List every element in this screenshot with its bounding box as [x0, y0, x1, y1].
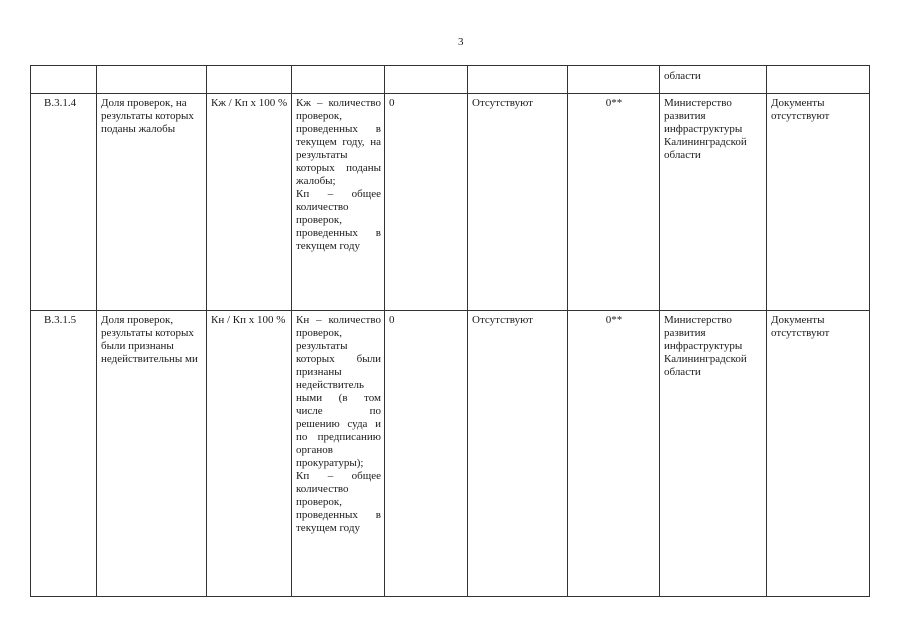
page-number: 3 — [458, 36, 464, 48]
documents-cell: Документы отсутствуют — [767, 94, 870, 311]
indicator-name: Доля проверок, на результаты которых поданы жалобы — [97, 94, 207, 311]
baseline-value: 0 — [385, 94, 468, 311]
definition-denominator: Кп – общее количество проверок, проведенных в текущем году — [296, 188, 381, 252]
indicator-formula: Кн / Кп х 100 % — [207, 311, 292, 597]
formula-definitions — [292, 311, 385, 597]
cell-empty — [292, 66, 385, 94]
cell-empty — [207, 66, 292, 94]
cell-empty — [385, 66, 468, 94]
responsible-cell: Министерство развития инфраструктуры Калининградской области — [660, 311, 767, 597]
table-row — [31, 311, 870, 597]
responsible-cell: Министерство развития инфраструктуры Калининградской области — [660, 94, 767, 311]
baseline-value: 0 — [385, 311, 468, 597]
target-value: 0** — [568, 94, 660, 311]
status-text: Отсутствуют — [468, 311, 568, 597]
cell-empty — [568, 66, 660, 94]
indicator-code: В.3.1.5 — [31, 311, 97, 597]
indicator-code: В.3.1.4 — [31, 94, 97, 311]
cell-empty — [767, 66, 870, 94]
target-value: 0** — [568, 311, 660, 597]
responsible-cell: области — [660, 66, 767, 94]
cell-empty — [31, 66, 97, 94]
table-row — [31, 94, 870, 311]
status-text: Отсутствуют — [468, 94, 568, 311]
cell-empty — [468, 66, 568, 94]
indicator-formula: Кж / Кп х 100 % — [207, 94, 292, 311]
documents-cell: Документы отсутствуют — [767, 311, 870, 597]
definition-denominator: Кп – общее количество проверок, проведенных в текущем году — [296, 470, 381, 534]
continuation-row — [31, 66, 870, 94]
indicator-name: Доля проверок, результаты которых были признаны недействительны ми — [97, 311, 207, 597]
indicators-table — [30, 65, 870, 597]
cell-empty — [97, 66, 207, 94]
formula-definitions — [292, 94, 385, 311]
definition-numerator: Кж – количество проверок, проведенных в текущем году, на результаты которых поданы жалобы; — [296, 97, 381, 187]
definition-numerator: Кн – количество проверок, результаты которых были признаны недействитель ными (в том числе по решению суда и по предписанию органов прокуратуры); — [296, 314, 381, 469]
